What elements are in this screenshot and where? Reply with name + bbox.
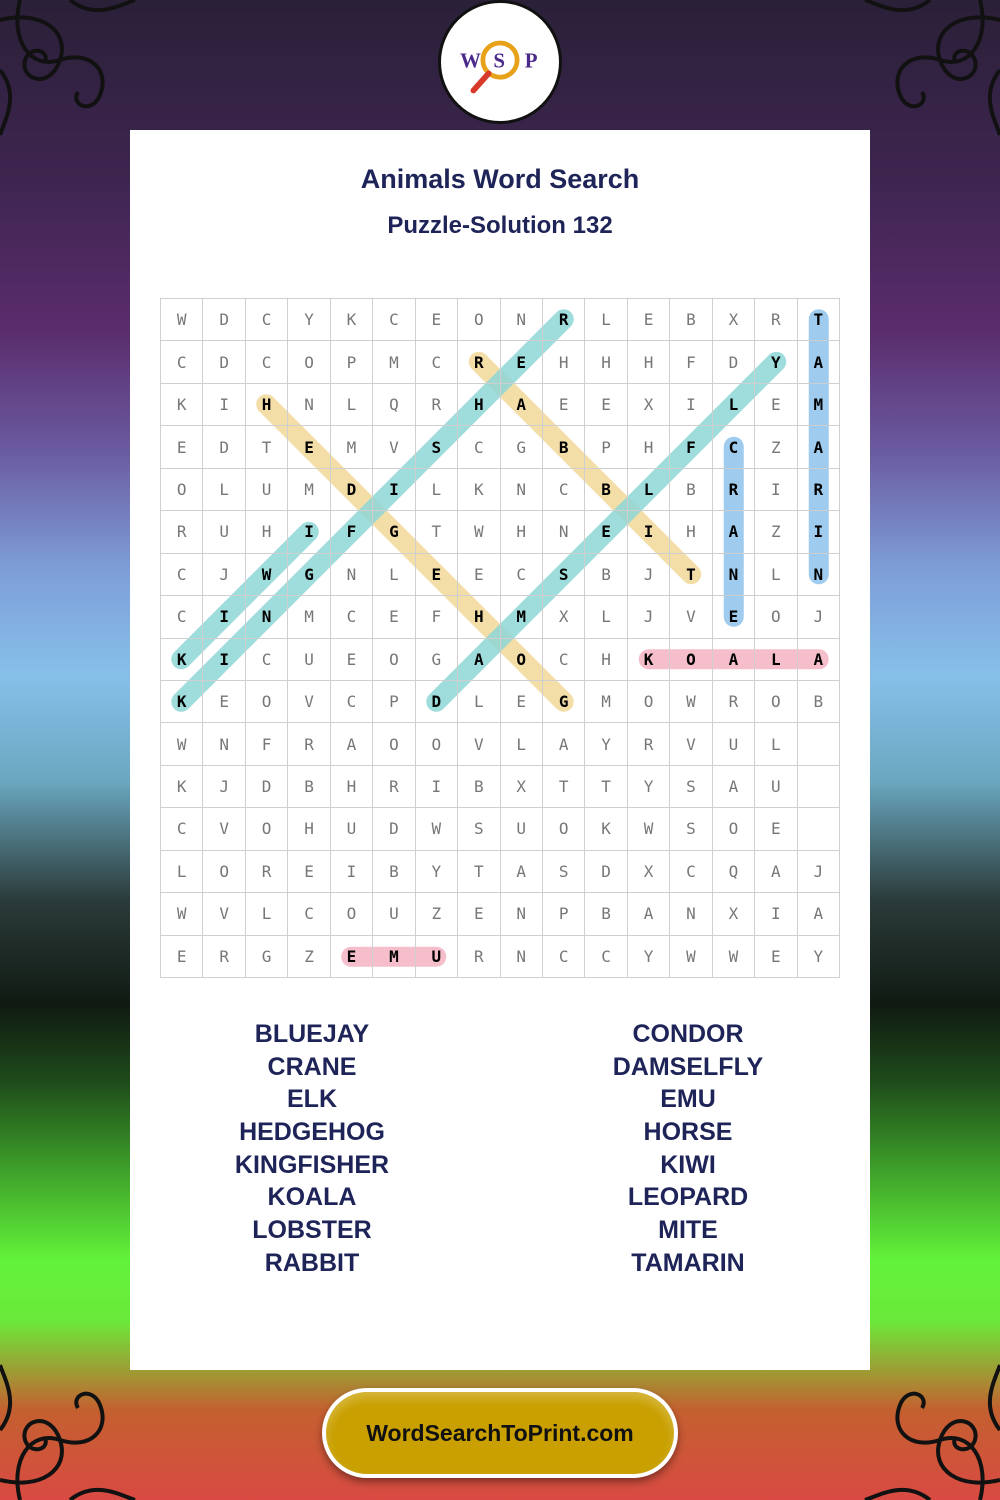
grid-cell[interactable]: W	[713, 936, 755, 978]
word-list-item: KIWI	[660, 1150, 716, 1179]
grid-cell[interactable]: D	[416, 681, 458, 723]
grid-cell[interactable]: O	[331, 893, 373, 935]
grid-cell[interactable]: O	[246, 808, 288, 850]
grid-cell[interactable]: A	[798, 341, 840, 383]
grid-cell[interactable]: N	[501, 299, 543, 341]
grid-cell[interactable]: C	[331, 596, 373, 638]
grid-cell[interactable]: C	[246, 341, 288, 383]
grid-cell[interactable]: D	[713, 341, 755, 383]
grid-cell[interactable]: A	[713, 511, 755, 553]
grid-cell[interactable]: E	[331, 936, 373, 978]
grid-cell[interactable]: L	[585, 299, 627, 341]
grid-cell[interactable]: L	[501, 723, 543, 765]
grid-cell[interactable]: O	[755, 681, 797, 723]
grid-cell[interactable]: E	[713, 596, 755, 638]
grid-cell[interactable]: G	[246, 936, 288, 978]
grid-cell[interactable]: U	[246, 469, 288, 511]
grid-cell[interactable]	[798, 723, 840, 765]
grid-cell[interactable]: T	[246, 426, 288, 468]
grid-cell[interactable]: E	[203, 681, 245, 723]
grid-cell[interactable]: X	[501, 766, 543, 808]
grid-cell[interactable]: P	[331, 341, 373, 383]
grid-cell[interactable]: S	[543, 851, 585, 893]
grid-cell[interactable]: O	[373, 723, 415, 765]
grid-cell[interactable]: A	[713, 766, 755, 808]
grid-cell[interactable]: S	[458, 808, 500, 850]
grid-cell[interactable]: U	[203, 511, 245, 553]
grid-cell[interactable]: Y	[628, 936, 670, 978]
grid-cell[interactable]: N	[798, 554, 840, 596]
grid-cell[interactable]: B	[798, 681, 840, 723]
grid-cell[interactable]: S	[670, 808, 712, 850]
grid-cell[interactable]: A	[713, 639, 755, 681]
grid-cell[interactable]: I	[331, 851, 373, 893]
grid-cell[interactable]: O	[373, 639, 415, 681]
grid-cell[interactable]: G	[288, 554, 330, 596]
grid-cell[interactable]: J	[203, 554, 245, 596]
grid-cell[interactable]: L	[246, 893, 288, 935]
grid-cell[interactable]: E	[501, 681, 543, 723]
website-button[interactable]	[322, 1388, 678, 1478]
grid-cell[interactable]: O	[501, 639, 543, 681]
grid-cell[interactable]: Y	[628, 766, 670, 808]
grid-cell[interactable]: A	[798, 639, 840, 681]
word-list-item: TAMARIN	[631, 1248, 745, 1277]
grid-cell[interactable]: U	[331, 808, 373, 850]
grid-cell[interactable]: F	[331, 511, 373, 553]
grid-cell[interactable]: N	[246, 596, 288, 638]
grid-cell[interactable]: C	[288, 893, 330, 935]
grid-cell[interactable]: P	[543, 893, 585, 935]
word-list-item: MITE	[658, 1216, 718, 1245]
grid-cell[interactable]: N	[331, 554, 373, 596]
grid-cell[interactable]: C	[713, 426, 755, 468]
grid-cell[interactable]: L	[331, 384, 373, 426]
grid-cell[interactable]: R	[713, 681, 755, 723]
grid-cell[interactable]: Y	[755, 341, 797, 383]
word-list-item: HEDGEHOG	[239, 1118, 385, 1147]
grid-cell[interactable]: V	[373, 426, 415, 468]
grid-cell[interactable]: D	[585, 851, 627, 893]
grid-cell[interactable]: L	[203, 469, 245, 511]
word-list-left	[162, 1018, 462, 1280]
grid-cell[interactable]: A	[501, 851, 543, 893]
grid-cell[interactable]: R	[543, 299, 585, 341]
grid-cell[interactable]: I	[203, 639, 245, 681]
grid-cell[interactable]: A	[628, 893, 670, 935]
grid-cell[interactable]: W	[416, 808, 458, 850]
grid-cell[interactable]: M	[373, 936, 415, 978]
grid-cell[interactable]: E	[458, 554, 500, 596]
grid-cell[interactable]: T	[543, 766, 585, 808]
grid-cell[interactable]: C	[331, 681, 373, 723]
grid-cell[interactable]: A	[331, 723, 373, 765]
grid-cell[interactable]: W	[670, 681, 712, 723]
grid-cell[interactable]: F	[416, 596, 458, 638]
grid-cell[interactable]: R	[458, 341, 500, 383]
grid-cell[interactable]: E	[755, 808, 797, 850]
grid-cell[interactable]: T	[458, 851, 500, 893]
grid-cell[interactable]: E	[585, 384, 627, 426]
grid-cell[interactable]: O	[755, 596, 797, 638]
grid-cell[interactable]: N	[288, 384, 330, 426]
grid-cell[interactable]: C	[670, 851, 712, 893]
grid-cell[interactable]: M	[585, 681, 627, 723]
word-grid-area	[160, 298, 840, 978]
grid-cell[interactable]: L	[713, 384, 755, 426]
grid-cell[interactable]: B	[670, 299, 712, 341]
grid-cell[interactable]: B	[543, 426, 585, 468]
grid-cell[interactable]: L	[416, 469, 458, 511]
grid-cell[interactable]: L	[585, 596, 627, 638]
grid-cell[interactable]: X	[713, 893, 755, 935]
word-list-item: RABBIT	[264, 1248, 360, 1277]
grid-cell[interactable]: D	[203, 341, 245, 383]
grid-cell[interactable]: V	[670, 596, 712, 638]
grid-cell[interactable]: M	[501, 596, 543, 638]
grid-cell[interactable]: D	[373, 808, 415, 850]
word-list-item: EMU	[660, 1085, 716, 1114]
grid-cell[interactable]: A	[798, 426, 840, 468]
grid-cell[interactable]: C	[416, 341, 458, 383]
grid-cell[interactable]: W	[161, 299, 203, 341]
grid-cell[interactable]: N	[501, 893, 543, 935]
grid-cell[interactable]: P	[373, 681, 415, 723]
grid-cell[interactable]: M	[373, 341, 415, 383]
grid-cell[interactable]: I	[203, 596, 245, 638]
grid-cell[interactable]: T	[670, 554, 712, 596]
grid-cell[interactable]: L	[458, 681, 500, 723]
website-label: WordSearchToPrint.com	[366, 1419, 634, 1446]
grid-cell[interactable]: G	[501, 426, 543, 468]
grid-cell[interactable]: I	[373, 469, 415, 511]
grid-cell[interactable]: R	[755, 299, 797, 341]
grid-cell[interactable]: L	[161, 851, 203, 893]
grid-cell[interactable]: A	[543, 723, 585, 765]
grid-cell[interactable]: V	[458, 723, 500, 765]
grid-cell[interactable]: L	[755, 723, 797, 765]
grid-cell[interactable]: J	[798, 596, 840, 638]
grid-cell[interactable]: Y	[288, 299, 330, 341]
page-subtitle: Puzzle-Solution 132	[387, 212, 613, 239]
grid-cell[interactable]: D	[203, 299, 245, 341]
grid-cell[interactable]: C	[246, 299, 288, 341]
page-title: Animals Word Search	[360, 164, 640, 194]
grid-cell[interactable]: F	[670, 426, 712, 468]
grid-cell[interactable]: F	[246, 723, 288, 765]
grid-cell[interactable]: G	[543, 681, 585, 723]
word-list-item: LEOPARD	[627, 1183, 749, 1212]
grid-cell[interactable]: I	[755, 469, 797, 511]
grid-cell[interactable]: H	[585, 341, 627, 383]
word-list-item: KOALA	[267, 1183, 357, 1212]
grid-cell[interactable]: W	[458, 511, 500, 553]
grid-cell[interactable]: C	[246, 639, 288, 681]
word-list-item: BLUEJAY	[254, 1020, 370, 1048]
grid-cell[interactable]: E	[628, 299, 670, 341]
grid-cell[interactable]: O	[628, 681, 670, 723]
grid-cell[interactable]: C	[373, 299, 415, 341]
grid-cell[interactable]: U	[288, 639, 330, 681]
grid-cell[interactable]: C	[543, 639, 585, 681]
grid-cell[interactable]: L	[373, 554, 415, 596]
magnifier-icon	[441, 3, 559, 121]
grid-cell[interactable]: U	[416, 936, 458, 978]
grid-cell[interactable]: H	[628, 341, 670, 383]
grid-cell[interactable]: A	[458, 639, 500, 681]
grid-cell[interactable]: K	[585, 808, 627, 850]
grid-cell[interactable]: V	[288, 681, 330, 723]
grid-cell[interactable]: M	[288, 596, 330, 638]
grid-cell[interactable]: K	[161, 766, 203, 808]
grid-cell[interactable]: H	[670, 511, 712, 553]
grid-cell[interactable]: E	[161, 426, 203, 468]
grid-cell[interactable]: C	[161, 596, 203, 638]
grid-cell[interactable]: O	[670, 639, 712, 681]
wsp-logo[interactable]	[438, 0, 562, 124]
grid-cell[interactable]: T	[416, 511, 458, 553]
grid-cell[interactable]: K	[628, 639, 670, 681]
grid-cell[interactable]: X	[628, 851, 670, 893]
logo-letter-w: W	[460, 48, 481, 73]
grid-cell[interactable]: D	[203, 426, 245, 468]
grid-cell[interactable]: S	[670, 766, 712, 808]
grid-cell[interactable]: U	[755, 766, 797, 808]
grid-cell[interactable]: B	[373, 851, 415, 893]
grid-cell[interactable]: A	[798, 893, 840, 935]
grid-cell[interactable]: E	[373, 596, 415, 638]
grid-cell[interactable]: B	[288, 766, 330, 808]
grid-cell[interactable]: C	[501, 554, 543, 596]
grid-cell[interactable]	[798, 808, 840, 850]
grid-cell[interactable]: O	[161, 469, 203, 511]
grid-cell[interactable]: W	[161, 723, 203, 765]
grid-cell[interactable]: R	[373, 766, 415, 808]
grid-cell[interactable]: N	[543, 511, 585, 553]
word-list	[130, 1018, 870, 1288]
grid-cell[interactable]: L	[755, 639, 797, 681]
grid-cell[interactable]: X	[713, 299, 755, 341]
grid-cell[interactable]: J	[798, 851, 840, 893]
grid-cell[interactable]: U	[373, 893, 415, 935]
grid-cell[interactable]: S	[543, 554, 585, 596]
grid-cell[interactable]: K	[161, 384, 203, 426]
grid-cell[interactable]: C	[161, 808, 203, 850]
grid-cell[interactable]: Z	[755, 426, 797, 468]
grid-cell[interactable]: H	[246, 511, 288, 553]
grid-cell[interactable]: J	[203, 766, 245, 808]
grid-cell[interactable]: I	[798, 511, 840, 553]
grid-cell[interactable]: R	[416, 384, 458, 426]
grid-cell[interactable]: B	[670, 469, 712, 511]
grid-cell[interactable]: P	[585, 426, 627, 468]
grid-cell[interactable]: C	[458, 426, 500, 468]
grid-cell[interactable]: W	[670, 936, 712, 978]
grid-cell[interactable]	[798, 766, 840, 808]
word-list-right	[538, 1018, 838, 1280]
grid-cell[interactable]: R	[798, 469, 840, 511]
grid-cell[interactable]: I	[416, 766, 458, 808]
grid-cell[interactable]: Q	[713, 851, 755, 893]
grid-cell[interactable]: E	[501, 341, 543, 383]
grid-cell[interactable]: I	[628, 511, 670, 553]
grid-cell[interactable]: K	[331, 299, 373, 341]
grid-cell[interactable]: I	[755, 893, 797, 935]
grid-cell[interactable]: Q	[373, 384, 415, 426]
grid-cell[interactable]: L	[755, 554, 797, 596]
grid-cell[interactable]: T	[585, 766, 627, 808]
grid-cell[interactable]: I	[288, 511, 330, 553]
grid-cell[interactable]: X	[543, 596, 585, 638]
grid-cell[interactable]: M	[288, 469, 330, 511]
grid-cell[interactable]: G	[416, 639, 458, 681]
grid-cell[interactable]: A	[755, 851, 797, 893]
grid-cell[interactable]: E	[288, 851, 330, 893]
grid-cell[interactable]: M	[331, 426, 373, 468]
grid-cell[interactable]: R	[458, 936, 500, 978]
grid-cell[interactable]: R	[246, 851, 288, 893]
grid-cell[interactable]: L	[628, 469, 670, 511]
grid-cell[interactable]: E	[331, 639, 373, 681]
word-list-item: CONDOR	[632, 1020, 744, 1048]
grid-cell[interactable]: D	[246, 766, 288, 808]
grid-cell[interactable]: V	[203, 893, 245, 935]
grid-cell[interactable]: N	[713, 554, 755, 596]
grid-cell[interactable]: E	[543, 384, 585, 426]
grid-cell[interactable]: Z	[416, 893, 458, 935]
grid-cell[interactable]: E	[585, 511, 627, 553]
grid-cell[interactable]: N	[670, 893, 712, 935]
grid-cell[interactable]: F	[670, 341, 712, 383]
grid-cell[interactable]: Y	[585, 723, 627, 765]
grid-cell[interactable]: H	[458, 596, 500, 638]
grid-cell[interactable]: N	[501, 469, 543, 511]
grid-cell[interactable]: J	[628, 554, 670, 596]
grid-cell[interactable]: R	[288, 723, 330, 765]
letter-grid	[160, 298, 840, 978]
grid-cell[interactable]: J	[628, 596, 670, 638]
grid-cell[interactable]: E	[416, 554, 458, 596]
grid-cell[interactable]: H	[543, 341, 585, 383]
word-list-item: ELK	[287, 1085, 337, 1114]
grid-cell[interactable]: S	[416, 426, 458, 468]
grid-cell[interactable]: C	[543, 469, 585, 511]
grid-cell[interactable]: K	[161, 681, 203, 723]
grid-cell[interactable]: Y	[798, 936, 840, 978]
grid-cell[interactable]: B	[585, 893, 627, 935]
grid-cell[interactable]: V	[670, 723, 712, 765]
grid-cell[interactable]: O	[543, 808, 585, 850]
grid-cell[interactable]: H	[288, 808, 330, 850]
grid-cell[interactable]: K	[458, 469, 500, 511]
grid-cell[interactable]: Z	[755, 511, 797, 553]
grid-cell[interactable]: W	[246, 554, 288, 596]
grid-cell[interactable]: H	[246, 384, 288, 426]
grid-cell[interactable]: H	[585, 639, 627, 681]
grid-cell[interactable]: H	[628, 426, 670, 468]
word-list-item: HORSE	[643, 1118, 733, 1147]
grid-cell[interactable]: C	[161, 554, 203, 596]
grid-cell[interactable]: B	[585, 469, 627, 511]
grid-cell[interactable]: R	[161, 511, 203, 553]
grid-cell[interactable]: I	[670, 384, 712, 426]
grid-cell[interactable]: X	[628, 384, 670, 426]
grid-cell[interactable]: R	[628, 723, 670, 765]
grid-cell[interactable]: O	[203, 851, 245, 893]
grid-cell[interactable]: U	[713, 723, 755, 765]
grid-cell[interactable]: B	[458, 766, 500, 808]
grid-cell[interactable]: E	[755, 384, 797, 426]
grid-cell[interactable]: E	[161, 936, 203, 978]
grid-cell[interactable]: M	[798, 384, 840, 426]
word-list-item: CRANE	[267, 1052, 357, 1081]
grid-cell[interactable]: Y	[416, 851, 458, 893]
grid-cell[interactable]: W	[161, 893, 203, 935]
word-list-item: LOBSTER	[252, 1216, 372, 1245]
grid-cell[interactable]: Z	[288, 936, 330, 978]
grid-cell[interactable]: N	[203, 723, 245, 765]
grid-cell[interactable]: C	[161, 341, 203, 383]
grid-cell[interactable]: E	[288, 426, 330, 468]
grid-cell[interactable]: G	[373, 511, 415, 553]
grid-cell[interactable]: E	[755, 936, 797, 978]
grid-cell[interactable]: O	[713, 808, 755, 850]
grid-cell[interactable]: H	[331, 766, 373, 808]
grid-cell[interactable]: O	[246, 681, 288, 723]
grid-cell[interactable]: O	[288, 341, 330, 383]
logo-letter-p: P	[524, 48, 538, 73]
grid-cell[interactable]: T	[798, 299, 840, 341]
grid-cell[interactable]: H	[458, 384, 500, 426]
grid-cell[interactable]: C	[585, 936, 627, 978]
logo-letter-s: S	[493, 48, 505, 73]
grid-cell[interactable]: H	[501, 511, 543, 553]
grid-cell[interactable]: O	[458, 299, 500, 341]
grid-cell[interactable]: V	[203, 808, 245, 850]
grid-cell[interactable]: B	[585, 554, 627, 596]
grid-cell[interactable]: O	[416, 723, 458, 765]
grid-cell[interactable]: K	[161, 639, 203, 681]
grid-cell[interactable]: U	[501, 808, 543, 850]
grid-cell[interactable]: A	[501, 384, 543, 426]
grid-cell[interactable]: E	[416, 299, 458, 341]
word-list-item: DAMSELFLY	[612, 1052, 764, 1081]
grid-cell[interactable]: E	[458, 893, 500, 935]
grid-cell[interactable]: I	[203, 384, 245, 426]
puzzle-sheet	[130, 130, 870, 1370]
grid-cell[interactable]: R	[203, 936, 245, 978]
word-list-item: KINGFISHER	[234, 1150, 390, 1179]
grid-cell[interactable]: C	[543, 936, 585, 978]
grid-cell[interactable]: D	[331, 469, 373, 511]
grid-cell[interactable]: R	[713, 469, 755, 511]
grid-cell[interactable]: W	[628, 808, 670, 850]
grid-cell[interactable]: N	[501, 936, 543, 978]
